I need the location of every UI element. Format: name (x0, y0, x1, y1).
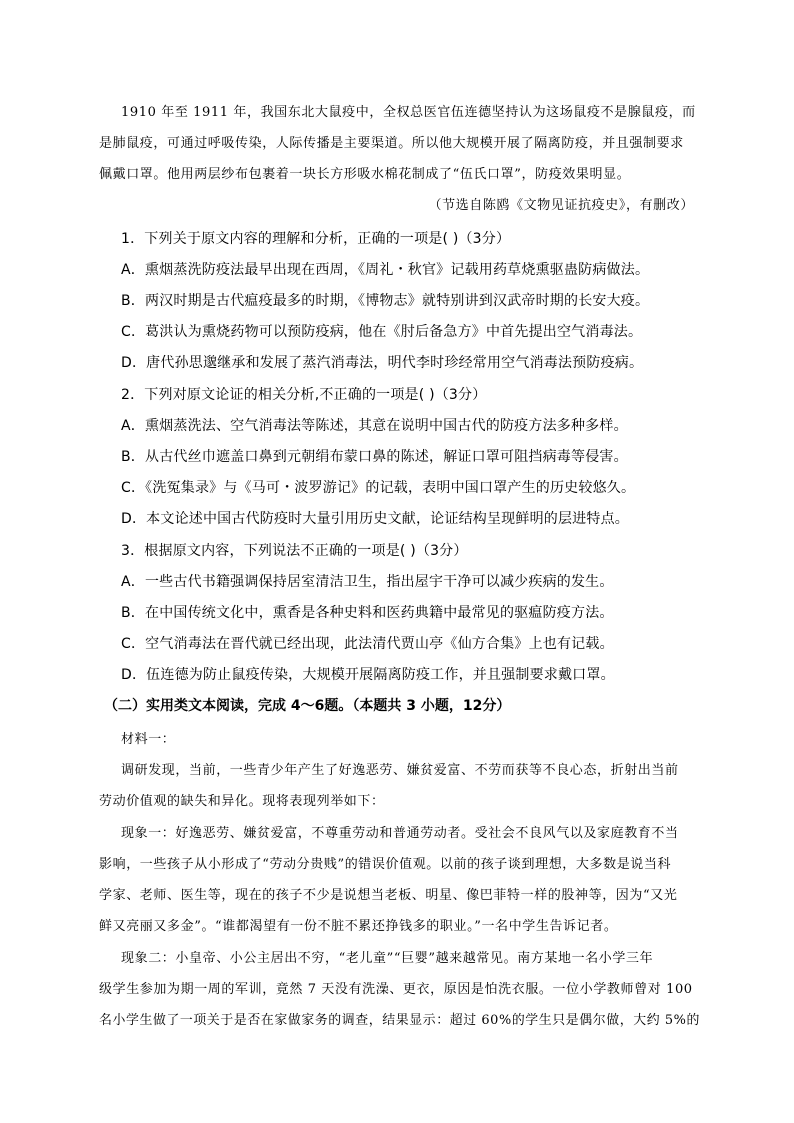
passage1-line: 1910 年至 1911 年，我国东北大鼠疫中，全权总医官伍连德坚持认为这场鼠疫不是腺鼠疫，而 (121, 105, 696, 120)
question-option: A．熏烟蒸洗防疫法最早出现在西周，《周礼・秋官》记载用药草烧熏驱蛊防病做法。 (121, 262, 650, 278)
passage2-line: 级学生参加为期一周的军训，竟然 7 天没有洗澡、更衣，原因是怕洗衣服。一位小学教师曾对 100 (99, 982, 693, 997)
passage2-line: 调研发现，当前，一些青少年产生了好逸恶劳、嫌贫爱富、不劳而获等不良心态，折射出当前 (121, 763, 679, 778)
question-option: B．在中国传统文化中，熏香是各种史料和医药典籍中最常见的驱瘟防疫方法。 (121, 605, 614, 621)
passage2-line: 劳动价值观的缺失和异化。现将表现列举如下： (99, 794, 385, 809)
question-option: B．两汉时期是古代瘟疫最多的时期，《博物志》就特别讲到汉武帝时期的长安大疫。 (121, 293, 650, 309)
question-option: D．本文论述中国古代防疫时大量引用历史文献，论证结构呈现鲜明的层进特点。 (121, 511, 629, 527)
question-option: C．空气消毒法在晋代就已经出现，此法清代贾山亭《仙方合集》上也有记载。 (121, 636, 614, 652)
question-stem: 2．下列对原文论证的相关分析,不正确的一项是( )（3分） (121, 387, 487, 403)
question-option: A．一些古代书籍强调保持居室清洁卫生，指出屋宇干净可以减少疾病的发生。 (121, 574, 614, 590)
source-citation: （节选自陈鸥《文物见证抗疫史》，有删改） (428, 198, 694, 213)
passage2-line: 鲜又亮丽又多金”。“谁都渴望有一份不脏不累还挣钱多的职业。”一名中学生告诉记者。 (99, 919, 618, 934)
passage2-line: 现象一：好逸恶劳、嫌贫爱富，不尊重劳动和普通劳动者。受社会不良风气以及家庭教育不当 (121, 826, 679, 841)
question-option: C．葛洪认为熏烧药物可以预防疫病，他在《肘后备急方》中首先提出空气消毒法。 (121, 324, 643, 340)
question-option: D．唐代孙思邈继承和发展了蒸汽消毒法，明代李时珍经常用空气消毒法预防疫病。 (121, 355, 644, 371)
material-label: 材料一： (121, 732, 176, 747)
passage2-line: 学家、老师、医生等，现在的孩子不少是说想当老板、明星、像巴菲特一样的股神等，因为“又光 (99, 888, 678, 903)
passage1-line: 佩戴口罩。他用两层纱布包裹着一块长方形吸水棉花制成了“伍氏口罩”，防疫效果明显。 (99, 167, 631, 182)
question-stem: 3．根据原文内容，下列说法不正确的一项是( )（3分） (121, 543, 468, 559)
passage1-line: 是肺鼠疫，可通过呼吸传染，人际传播是主要渠道。所以他大规模开展了隔离防疫，并且强制要求 (99, 136, 684, 151)
section-heading: （二）实用类文本阅读，完成 4～6题。（本题共 3 小题，12分） (104, 698, 511, 714)
question-option: D．伍连德为防止鼠疫传染，大规模开展隔离防疫工作，并且强制要求戴口罩。 (121, 667, 615, 683)
question-option: C．《洗冤集录》与《马可・波罗游记》的记载，表明中国口罩产生的历史较悠久。 (121, 480, 636, 496)
question-option: B．从古代丝巾遮盖口鼻到元朝绢布蒙口鼻的陈述，解证口罩可阻挡病毒等侵害。 (121, 449, 628, 465)
passage2-line: 名小学生做了一项关于是否在家做家务的调查，结果显示：超过 60%的学生只是偶尔做，大约 5%的 (99, 1013, 701, 1028)
question-option: A．熏烟蒸洗法、空气消毒法等陈述，其意在说明中国古代的防疫方法多种多样。 (121, 418, 628, 434)
question-stem: 1．下列关于原文内容的理解和分析，正确的一项是( )（3分） (121, 231, 511, 247)
passage2-line: 影响，一些孩子从小形成了“劳动分贵贱”的错误价值观。以前的孩子谈到理想，大多数是说当科 (99, 857, 672, 872)
passage2-line: 现象二：小皇帝、小公主居出不穷，“老儿童”“巨婴”越来越常见。南方某地一名小学三年 (121, 951, 654, 966)
